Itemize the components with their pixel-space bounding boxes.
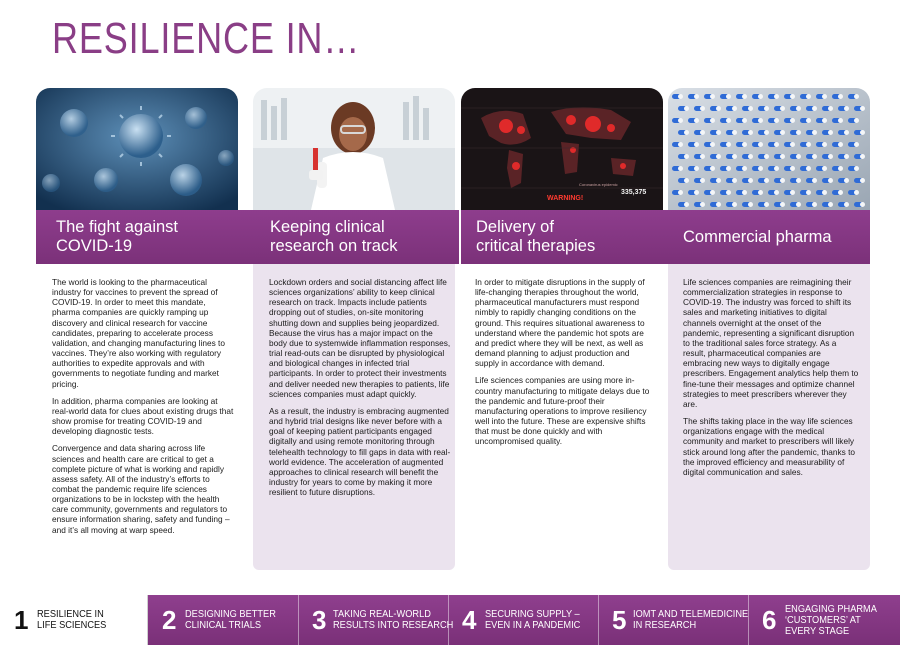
page-title: RESILIENCE IN… [52, 14, 361, 63]
tab-resilience[interactable]: 1 RESILIENCE IN LIFE SCIENCES [0, 595, 148, 645]
paragraph: The world is looking to the pharmaceutical industry for vaccines to prevent the spread of COVID-19. In order to meet this mandate, pharma companies are quickly ramping up discovery and clinical research for vaccine candidates, preparing to accelerate process validation, and changing manufacturing lines to vaccines. They’re also working with regulatory authorities to expedite approvals and with governments to negotiate funding and market pricing. [52, 277, 225, 389]
map-caption-label: Coronavirus epidemic [579, 182, 618, 187]
tab-iomt[interactable]: 5 IOMT AND TELEMEDICINE IN RESEARCH [612, 604, 749, 635]
paragraph: In order to mitigate disruptions in the supply of life-changing therapies throughout the world, pharmaceutical manufacturers must respond nimbly to rapidly changing conditions on the ground. This requires situational awareness to understand where the pandemic hot spots are and predict where they will be next, as well as demand planning to adjust production and supply in accordance with demand. [475, 277, 645, 369]
paragraph: Life sciences companies are using more in-country manufacturing to mitigate delays due to the pandemic and future-proof their manufacturing operations to improve resiliency well into the future. These are expensive shifts that must be done quickly and with uncompromised quality. [475, 375, 650, 447]
heading-therapies: Delivery of critical therapies [476, 218, 596, 255]
paragraph: Life sciences companies are reimagining their commercialization strategies in response to COVID-19. The industry was forced to shift its sales and marketing initiatives to digital channels overnight at the onset of the pandemic, representing a significant disruption to the traditional sales force strategy. As a result, pharmaceutical companies are embracing new ways to digitally engage prescribers. Engagement analytics help them to fine-tune their messages and optimize channel strategies to meet prescribers wherever they are. [683, 277, 859, 409]
body-therapies [475, 277, 655, 454]
heading-covid: The fight against COVID-19 [56, 218, 178, 255]
world-map-warning-screen-photo [461, 88, 663, 210]
body-commercial [683, 277, 861, 484]
tab-clinical-trials[interactable]: 2 DESIGNING BETTER CLINICAL TRIALS [162, 604, 276, 635]
lab-scientist-photo [253, 88, 455, 210]
paragraph: In addition, pharma companies are looking at real-world data for clues about existing drugs that show promise for treating COVID-19 and developing diagnostic tests. [52, 395, 234, 437]
heading-commercial: Commercial pharma [683, 227, 832, 246]
map-warning-label: WARNING! [547, 195, 584, 202]
tab-real-world[interactable]: 3 TAKING REAL-WORLD RESULTS INTO RESEARCH [312, 604, 454, 635]
tab-engaging-pharma[interactable]: 6 ENGAGING PHARMA ‘CUSTOMERS’ AT EVERY STAGE [762, 602, 877, 637]
map-count-label: 335,375 [621, 189, 647, 196]
tab-supply[interactable]: 4 SECURING SUPPLY – EVEN IN A PANDEMIC [462, 604, 581, 635]
heading-clinical: Keeping clinical research on track [270, 218, 398, 255]
paragraph: As a result, the industry is embracing augmented and hybrid trial designs like never before with a goal of keeping patient participants engaged digitally and using remote monitoring through telehealth technology to fill gaps in data with real-world evidence. The acceleration of augmented approaches to clinical research will benefit the industry for years to come by making it more resilient to future disruptions. [269, 405, 451, 498]
virus-particles-photo [36, 88, 238, 210]
body-clinical [269, 277, 451, 504]
capsule-production-line-photo [668, 88, 870, 210]
paragraph: The shifts taking place in the way life sciences organizations engage with the medical community and market to prescribers will likely stick around long after the pandemic, thanks to the improved efficiency and measurability of digital communication and sales. [683, 416, 856, 477]
paragraph: Lockdown orders and social distancing affect life sciences organizations’ ability to keep clinical research on track. Impacts include patients dropping out of studies, on-site monitoring shutting down and supplies being jeopardized. Because the virus has a major impact on the body due to systemwide inflammation responses, trial read-outs can be disrupted by physiological and biological changes in infected trial participants. In order to protect their investments and deliver needed new therapies to patients, life sciences companies must adapt quickly. [269, 277, 451, 399]
paragraph: Convergence and data sharing across life sciences and health care are critical to get a complete picture of what is working and rapidly assess safety. All of the industry’s efforts to combat the pandemic require life sciences organizations to be in lockstep with the health care community, governments and regulators to ensure information sharing, safety and funding – and it’s all moving at warp speed. [52, 443, 230, 535]
body-covid [52, 277, 234, 542]
